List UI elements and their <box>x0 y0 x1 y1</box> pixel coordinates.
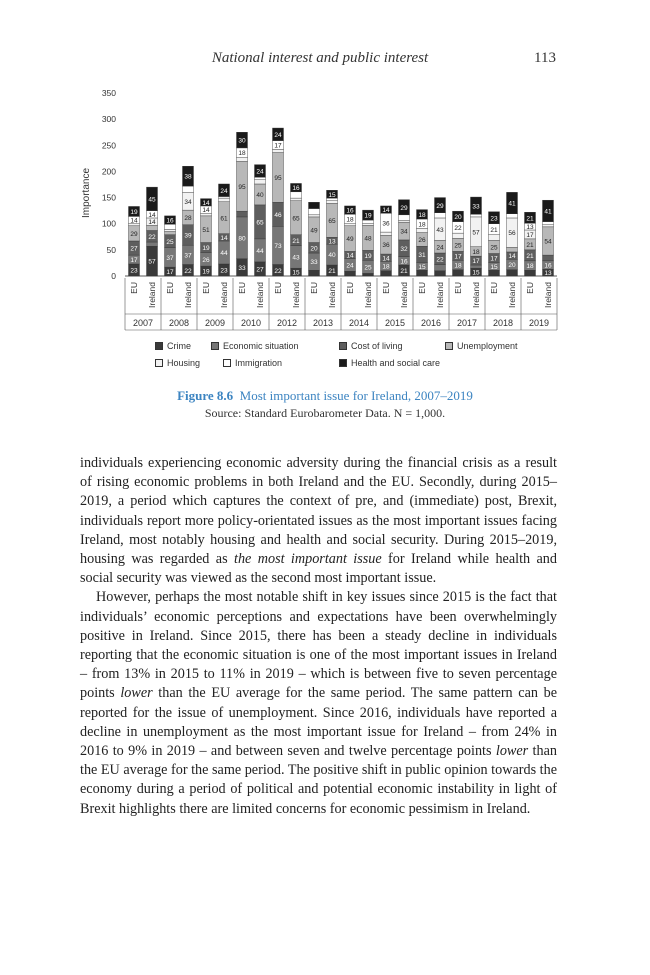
x-tick-label: Ireland <box>291 282 301 308</box>
bar-value-label: 22 <box>148 233 156 241</box>
bar-segment-crime <box>363 273 374 276</box>
bar-value-label: 20 <box>508 262 516 270</box>
bar-value-label: 14 <box>508 253 516 261</box>
bar-value-label: 17 <box>274 142 282 150</box>
caption-title <box>0 388 650 404</box>
x-tick-label: EU <box>237 282 247 294</box>
bar-segment-immigration <box>165 224 176 229</box>
bar-value-label: 14 <box>346 252 354 260</box>
bar-segment-crime <box>453 270 464 276</box>
bar-segment-housing <box>219 198 230 202</box>
bar-value-label: 17 <box>130 257 138 265</box>
figure-label: Figure 8.6 <box>177 388 234 403</box>
bar-value-label: 33 <box>310 259 318 267</box>
bar-value-label: 21 <box>526 252 534 260</box>
year-label: 2014 <box>348 318 370 328</box>
bar-value-label: 15 <box>292 269 300 277</box>
paragraph-2-text-a: However, perhaps the most notable shift in key issues since 2015 is the fact that individuals’ economic perceptions and expectations have been overwhelmingly positive in Ireland. Since 2015, there has been a steady decline in individuals reporting that the economic situation is one of the most important issues in Ireland – from 13% in 2015 to 11% in 2019 – which is between five to seven percentage points <box>80 589 557 702</box>
bar-value-label: 57 <box>472 229 480 237</box>
legend-swatch-unemployment <box>445 342 453 350</box>
bar-value-label: 13 <box>544 270 552 278</box>
x-tick-label: Ireland <box>255 282 265 308</box>
paragraph-1 <box>80 454 557 588</box>
bar-value-label: 49 <box>310 227 318 235</box>
x-tick-label: EU <box>345 282 355 294</box>
bar-segment-housing <box>381 232 392 235</box>
paragraph-1-text-b: for Ireland while health and social security was viewed as the second most important issue. <box>80 551 557 587</box>
paragraph-2 <box>80 588 557 818</box>
bar-value-label: 46 <box>274 211 282 219</box>
year-label: 2015 <box>384 318 406 328</box>
x-tick-label: EU <box>417 282 427 294</box>
bar-value-label: 65 <box>292 215 300 223</box>
legend-item-immigration <box>223 358 282 368</box>
year-label: 2017 <box>456 318 478 328</box>
legend-label-crime: Crime <box>167 341 191 351</box>
page-number: 113 <box>534 50 556 66</box>
y-tick-label: 150 <box>101 192 116 203</box>
bar-value-label: 95 <box>274 175 282 183</box>
bar-value-label: 36 <box>382 242 390 250</box>
bar-value-label: 24 <box>274 131 282 139</box>
legend-item-economic-situation <box>211 341 299 351</box>
bar-segment-crime <box>525 270 536 276</box>
bar-value-label: 14 <box>148 211 156 219</box>
year-label: 2009 <box>204 318 226 328</box>
bar-value-label: 41 <box>508 200 516 208</box>
stacked-bar-chart <box>0 80 650 340</box>
bar-value-label: 14 <box>148 219 156 227</box>
bar-value-label: 20 <box>454 213 462 221</box>
legend-swatch-economic-situation <box>211 342 219 350</box>
bar-value-label: 14 <box>220 234 228 242</box>
bar-value-label: 73 <box>274 243 282 251</box>
bar-segment-housing <box>291 198 302 201</box>
x-tick-label: Ireland <box>363 282 373 308</box>
bar-segment-immigration <box>255 177 266 180</box>
bar-value-label: 22 <box>436 256 444 264</box>
bar-value-label: 19 <box>130 209 138 217</box>
bar-segment-immigration <box>399 215 410 221</box>
bar-segment-immigration <box>507 214 518 218</box>
bar-value-label: 22 <box>274 267 282 275</box>
bar-value-label: 61 <box>220 215 228 223</box>
year-label: 2019 <box>528 318 550 328</box>
bar-segment-economic-situation <box>435 264 446 270</box>
figure-caption <box>0 388 650 421</box>
x-tick-label: EU <box>381 282 391 294</box>
bar-segment-immigration <box>543 222 554 225</box>
bar-value-label: 18 <box>382 263 390 271</box>
bar-value-label: 13 <box>526 224 534 232</box>
running-head <box>0 50 650 70</box>
y-tick-label: 200 <box>101 166 116 177</box>
bar-segment-housing <box>543 225 554 227</box>
y-axis-label: Importance <box>81 167 92 219</box>
bar-value-label: 25 <box>364 264 372 272</box>
y-tick-label: 100 <box>101 218 116 229</box>
figure-source: Source: Standard Eurobarometer Data. N = 1,000. <box>204 406 446 420</box>
bar-value-label: 16 <box>544 262 552 270</box>
legend-label-immigration: Immigration <box>235 358 283 368</box>
bar-segment-housing <box>165 229 176 231</box>
bar-value-label: 65 <box>328 217 336 225</box>
paragraph-1-emphasis: the most important issue <box>234 551 382 568</box>
bar-value-label: 14 <box>202 207 210 215</box>
legend-item-health-and-social-care <box>339 358 440 368</box>
legend-label-economic-situation: Economic situation <box>223 341 299 351</box>
bar-value-label: 40 <box>256 192 264 200</box>
bar-value-label: 23 <box>220 267 228 275</box>
x-tick-label: Ireland <box>399 282 409 308</box>
bar-value-label: 34 <box>184 198 192 206</box>
bar-value-label: 15 <box>418 263 426 271</box>
bar-segment-crime <box>345 271 356 276</box>
y-tick-label: 300 <box>101 114 116 125</box>
bar-segment-housing <box>237 157 248 161</box>
bar-segment-cost-of-living <box>237 211 248 217</box>
bar-segment-housing <box>453 233 464 238</box>
bar-segment-immigration <box>363 220 374 223</box>
legend-label-housing: Housing <box>167 358 201 368</box>
bar-segment-immigration <box>471 214 482 217</box>
bar-value-label: 48 <box>364 235 372 243</box>
bar-value-label: 17 <box>490 255 498 263</box>
bar-segment-housing <box>399 221 410 223</box>
bar-segment-economic-situation <box>471 265 482 268</box>
bar-segment-housing <box>327 201 338 204</box>
bar-value-label: 36 <box>382 220 390 228</box>
bar-value-label: 33 <box>238 264 246 272</box>
year-label: 2007 <box>132 318 154 328</box>
bar-value-label: 95 <box>238 183 246 191</box>
bar-value-label: 29 <box>130 230 138 238</box>
bar-value-label: 29 <box>436 202 444 210</box>
bar-segment-health-and-social-care <box>309 202 320 208</box>
legend-item-unemployment <box>445 341 518 351</box>
x-tick-label: Ireland <box>147 282 157 308</box>
figure-title: Most important issue for Ireland, 2007–2019 <box>239 388 473 403</box>
year-label: 2013 <box>312 318 334 328</box>
bar-value-label: 21 <box>490 226 498 234</box>
bar-value-label: 18 <box>526 263 534 271</box>
bar-value-label: 19 <box>202 245 210 253</box>
bar-segment-crime <box>507 270 518 276</box>
bar-value-label: 43 <box>436 226 444 234</box>
x-tick-label: Ireland <box>543 282 553 308</box>
running-title: National interest and public interest <box>211 50 429 66</box>
x-tick-label: Ireland <box>219 282 229 308</box>
paragraph-2-emphasis-2: lower <box>495 743 529 760</box>
x-tick-label: Ireland <box>507 282 517 308</box>
paragraph-2-emphasis-1: lower <box>120 685 153 702</box>
year-label: 2010 <box>240 318 262 328</box>
bar-value-label: 19 <box>364 252 372 260</box>
paragraph-1-text-a: individuals experiencing economic adversity during the financial crisis as a result of rising economic problems in both Ireland and the EU. Secondly, during 2015–2019, a period which captures the context of pre, and (immediate) post, Brexit, individuals report more policy-orientated issues as the most important issues facing Ireland, most notably housing and health and social security. During 2015–2019, housing was regarded as <box>80 455 557 568</box>
bar-value-label: 17 <box>526 232 534 240</box>
legend-label-cost-of-living: Cost of living <box>351 341 403 351</box>
bar-value-label: 15 <box>472 269 480 277</box>
bar-segment-crime <box>381 271 392 276</box>
bar-value-label: 25 <box>166 238 174 246</box>
bar-value-label: 19 <box>364 212 372 220</box>
bar-segment-housing <box>345 224 356 226</box>
bar-value-label: 26 <box>418 237 426 244</box>
bar-segment-immigration <box>309 209 320 215</box>
x-tick-label: EU <box>201 282 211 294</box>
bar-value-label: 31 <box>418 251 426 259</box>
legend-swatch-immigration <box>223 359 231 367</box>
x-tick-label: Ireland <box>183 282 193 308</box>
paragraph-2-text-b: than the EU average for the same period. The same pattern can be reported for the issue of unemployment. Since 2016, individuals have reported a decline in unemployment as the most important issue for Ireland – from 24% in 2016 to 9% in 2019 – and between seven and twelve percentage points <box>80 685 557 760</box>
legend-item-crime <box>155 341 191 351</box>
bar-value-label: 21 <box>292 237 300 245</box>
bar-value-label: 15 <box>328 191 336 199</box>
legend-swatch-health-and-social-care <box>339 359 347 367</box>
bar-value-label: 44 <box>256 247 264 255</box>
legend-swatch-cost-of-living <box>339 342 347 350</box>
x-tick-label: EU <box>525 282 535 294</box>
legend-label-unemployment: Unemployment <box>457 341 518 351</box>
year-label: 2018 <box>492 318 514 328</box>
bar-value-label: 17 <box>454 253 462 261</box>
bar-value-label: 39 <box>184 232 192 240</box>
bar-value-label: 21 <box>400 268 408 276</box>
bar-value-label: 21 <box>526 215 534 223</box>
bar-value-label: 54 <box>544 238 552 246</box>
y-tick-label: 50 <box>106 244 116 255</box>
bar-value-label: 26 <box>202 256 210 264</box>
legend-item-cost-of-living <box>339 341 403 351</box>
y-tick-label: 350 <box>101 88 116 98</box>
x-tick-label: Ireland <box>327 282 337 308</box>
bar-value-label: 41 <box>544 208 552 216</box>
bar-value-label: 15 <box>490 263 498 271</box>
bar-value-label: 56 <box>508 230 516 238</box>
bar-value-label: 29 <box>400 204 408 212</box>
bar-value-label: 27 <box>130 245 138 253</box>
x-tick-label: EU <box>129 282 139 294</box>
chart-bars <box>129 128 554 277</box>
bar-value-label: 38 <box>184 173 192 181</box>
bar-value-label: 45 <box>148 196 156 204</box>
bar-value-label: 22 <box>454 224 462 232</box>
bar-segment-housing <box>309 215 320 217</box>
year-label: 2016 <box>420 318 442 328</box>
body-text <box>80 454 557 819</box>
bar-value-label: 21 <box>526 241 534 249</box>
bar-value-label: 16 <box>400 258 408 266</box>
bar-segment-immigration <box>435 213 446 218</box>
bar-segment-housing <box>255 180 266 184</box>
bar-value-label: 14 <box>130 217 138 225</box>
bar-value-label: 18 <box>472 249 480 257</box>
bar-value-label: 24 <box>436 244 444 252</box>
x-tick-label: Ireland <box>435 282 445 308</box>
bar-value-label: 25 <box>490 244 498 252</box>
bar-value-label: 20 <box>310 245 318 253</box>
bar-value-label: 28 <box>184 215 192 223</box>
bar-segment-housing <box>489 235 500 241</box>
bar-value-label: 16 <box>346 207 354 215</box>
bar-value-label: 17 <box>472 258 480 266</box>
bar-value-label: 24 <box>346 262 354 270</box>
bar-value-label: 44 <box>220 250 228 258</box>
bar-segment-housing <box>363 223 374 225</box>
bar-value-label: 34 <box>400 228 408 236</box>
bar-value-label: 23 <box>490 215 498 223</box>
bar-segment-crime <box>489 270 500 276</box>
bar-value-label: 27 <box>256 266 264 274</box>
bar-value-label: 23 <box>130 267 138 275</box>
bar-value-label: 24 <box>220 187 228 195</box>
bar-value-label: 24 <box>256 168 264 176</box>
bar-value-label: 13 <box>328 238 336 246</box>
bar-value-label: 37 <box>166 255 174 263</box>
bar-value-label: 33 <box>472 203 480 211</box>
bar-value-label: 32 <box>400 245 408 253</box>
bar-value-label: 21 <box>328 268 336 276</box>
bar-segment-unemployment <box>507 247 518 252</box>
bar-segment-immigration <box>219 197 230 199</box>
year-label: 2012 <box>276 318 298 328</box>
x-tick-label: EU <box>309 282 319 294</box>
legend-label-health-and-social-care: Health and social care <box>351 358 441 368</box>
bar-segment-economic-situation <box>147 242 158 246</box>
bar-value-label: 16 <box>292 185 300 193</box>
paragraph-2-text-c: than the EU average for the same period. The positive shift in public opinion towards the economy during a period of political and potential economic instability in light of Brexit highlights there are limited concerns for economic pessimism in Ireland. <box>80 743 557 817</box>
y-tick-label: 250 <box>101 140 116 151</box>
legend-item-housing <box>155 358 200 368</box>
year-label: 2008 <box>168 318 190 328</box>
bar-value-label: 40 <box>328 252 336 260</box>
bar-value-label: 17 <box>166 269 174 277</box>
bar-value-label: 18 <box>418 221 426 229</box>
bar-value-label: 14 <box>382 255 390 263</box>
bar-value-label: 22 <box>184 267 192 275</box>
bar-value-label: 18 <box>418 211 426 219</box>
bar-value-label: 25 <box>454 242 462 250</box>
bar-value-label: 14 <box>202 199 210 207</box>
legend-swatch-crime <box>155 342 163 350</box>
bar-segment-housing <box>273 149 284 152</box>
y-tick-label: 0 <box>111 271 116 281</box>
x-tick-label: EU <box>453 282 463 294</box>
bar-value-label: 37 <box>184 252 192 260</box>
chart-x-labels <box>125 278 557 330</box>
bar-value-label: 49 <box>346 236 354 244</box>
bar-value-label: 30 <box>238 137 246 145</box>
bar-value-label: 65 <box>256 219 264 227</box>
bar-segment-immigration <box>183 186 194 192</box>
bar-value-label: 18 <box>454 262 462 270</box>
bar-value-label: 18 <box>238 150 246 158</box>
x-tick-label: EU <box>165 282 175 294</box>
bar-value-label: 19 <box>202 268 210 276</box>
bar-value-label: 51 <box>202 226 210 234</box>
bar-segment-unemployment <box>165 232 176 235</box>
bar-value-label: 43 <box>292 254 300 262</box>
bar-segment-housing <box>417 228 428 232</box>
bar-segment-crime <box>417 270 428 276</box>
bar-value-label: 16 <box>166 217 174 225</box>
bar-value-label: 18 <box>346 216 354 224</box>
bar-value-label: 57 <box>148 258 156 266</box>
bar-value-label: 14 <box>382 207 390 215</box>
legend-swatch-housing <box>155 359 163 367</box>
bar-segment-cost-of-living <box>543 255 554 261</box>
bar-segment-crime <box>309 270 320 276</box>
bar-value-label: 80 <box>238 235 246 243</box>
bar-segment-crime <box>435 271 446 276</box>
x-tick-label: Ireland <box>471 282 481 308</box>
x-tick-label: EU <box>489 282 499 294</box>
bar-segment-immigration <box>291 192 302 198</box>
x-tick-label: EU <box>273 282 283 294</box>
